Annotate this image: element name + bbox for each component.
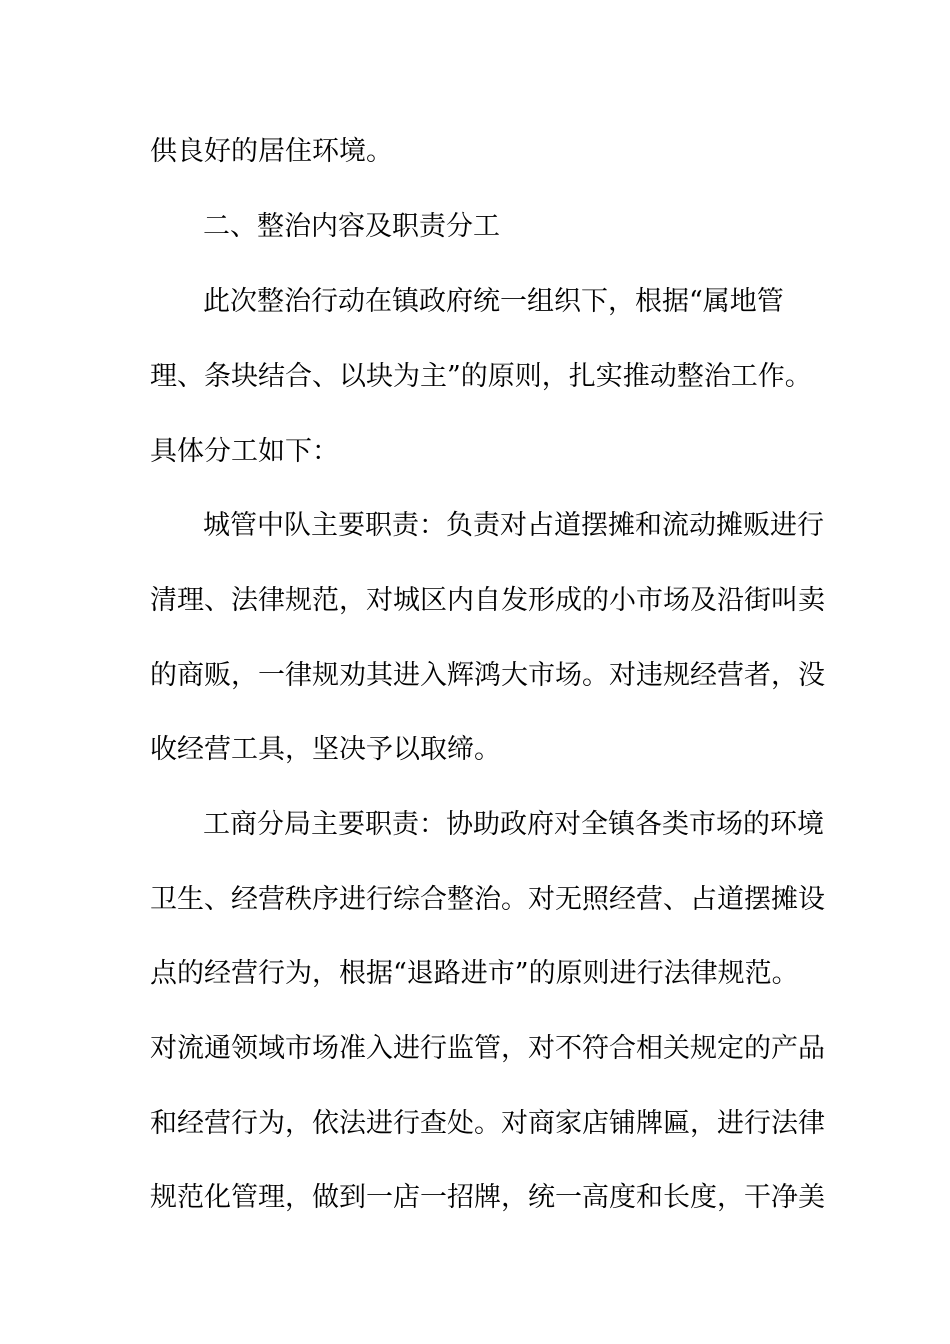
section-heading: 二、整治内容及职责分工 xyxy=(203,211,500,242)
paragraph-line: 此次整治行动在镇政府统一组织下，根据“属地管 xyxy=(203,286,784,317)
paragraph-line: 和经营行为，依法进行查处。对商家店铺牌匾，进行法律 xyxy=(150,1108,825,1139)
paragraph-line: 理、条块结合、以块为主”的原则，扎实推动整治工作。 xyxy=(150,361,812,392)
paragraph-line: 城管中队主要职责：负责对占道摆摊和流动摊贩进行 xyxy=(203,510,824,541)
paragraph-line: 点的经营行为，根据“退路进市”的原则进行法律规范。 xyxy=(150,958,799,989)
paragraph-line: 的商贩，一律规劝其进入辉鸿大市场。对违规经营者，没 xyxy=(150,660,825,691)
text-line: 供良好的居住环境。 xyxy=(150,136,393,167)
paragraph-line: 对流通领域市场准入进行监管，对不符合相关规定的产品 xyxy=(150,1033,825,1064)
paragraph-line: 规范化管理，做到一店一招牌，统一高度和长度，干净美 xyxy=(150,1182,825,1213)
paragraph-line: 卫生、经营秩序进行综合整治。对无照经营、占道摆摊设 xyxy=(150,884,825,915)
paragraph-line: 收经营工具，坚决予以取缔。 xyxy=(150,734,501,765)
paragraph-line: 工商分局主要职责：协助政府对全镇各类市场的环境 xyxy=(203,809,824,840)
paragraph-line: 具体分工如下： xyxy=(150,436,339,467)
paragraph-line: 清理、法律规范，对城区内自发形成的小市场及沿街叫卖 xyxy=(150,585,825,616)
